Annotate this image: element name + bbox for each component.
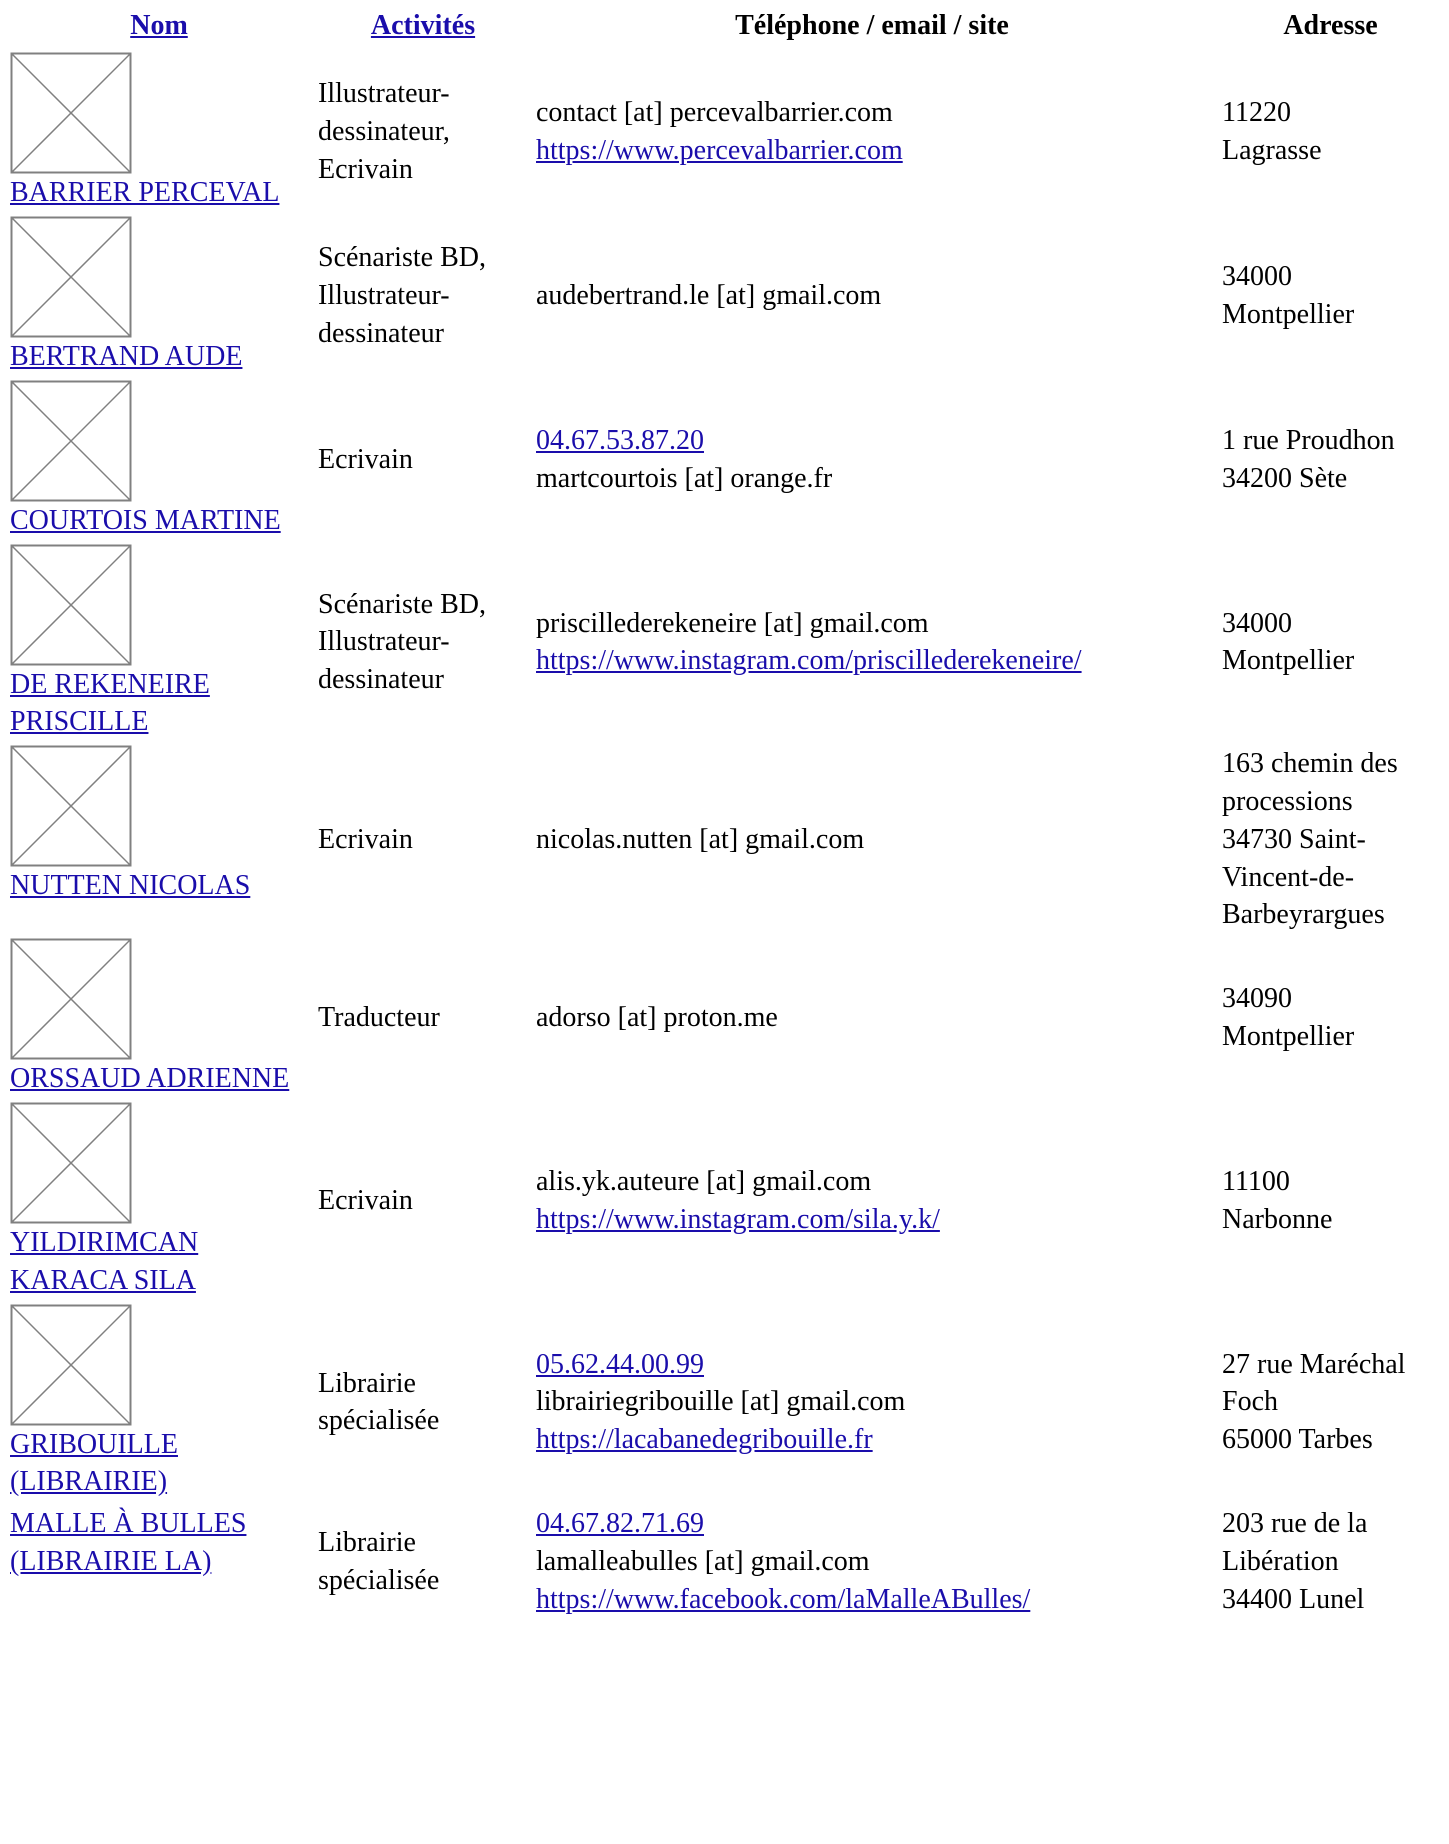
address-line-1: 34090	[1222, 983, 1292, 1015]
email-text: contact [at] percevalbarrier.com	[536, 97, 893, 129]
contact-cell	[532, 938, 1212, 1098]
table-row	[4, 52, 1445, 212]
address-line-1: 11100	[1222, 1165, 1290, 1197]
table-row	[4, 544, 1445, 742]
broken-image-icon[interactable]	[10, 380, 132, 502]
contact-cell	[532, 544, 1212, 742]
member-name-link[interactable]: BERTRAND AUDE	[10, 340, 243, 372]
broken-image-icon[interactable]	[10, 1102, 132, 1224]
header-row	[4, 4, 1445, 48]
address-line-2: 65000 Tarbes	[1222, 1424, 1373, 1456]
website-link[interactable]: https://www.facebook.com/laMalleABulles/	[536, 1583, 1031, 1615]
email-text: alis.yk.auteure [at] gmail.com	[536, 1165, 872, 1197]
phone-link[interactable]: 05.62.44.00.99	[536, 1348, 704, 1380]
address-line-1: 34000	[1222, 261, 1292, 293]
member-name-link[interactable]: MALLE À BULLES (LIBRAIRIE LA)	[10, 1508, 247, 1577]
header-activites	[318, 4, 528, 48]
activities-cell: Ecrivain	[318, 1184, 413, 1216]
member-name-link[interactable]: YILDIRIMCAN KARACA SILA	[10, 1226, 199, 1296]
sort-by-nom-link[interactable]: Nom	[130, 10, 188, 41]
broken-image-icon[interactable]	[10, 544, 132, 666]
table-row	[4, 938, 1445, 1098]
activities-cell: Librairie spécialisée	[318, 1527, 440, 1596]
address-line-1: 163 chemin des processions	[1222, 748, 1398, 817]
header-adresse: Adresse	[1283, 10, 1378, 41]
table-row	[4, 380, 1445, 540]
address-cell	[1216, 544, 1445, 742]
table-row	[4, 1304, 1445, 1502]
address-line-2: 34400 Lunel	[1222, 1583, 1365, 1615]
activities-cell: Ecrivain	[318, 443, 413, 475]
email-text: librairiegribouille [at] gmail.com	[536, 1386, 906, 1418]
name-cell	[4, 1505, 314, 1618]
address-cell	[1216, 1505, 1445, 1618]
header-nom	[4, 4, 314, 48]
address-cell	[1216, 1102, 1445, 1300]
member-name-link[interactable]: NUTTEN NICOLAS	[10, 870, 251, 902]
email-text: lamalleabulles [at] gmail.com	[536, 1545, 870, 1577]
name-cell	[4, 216, 314, 376]
address-line-2: Montpellier	[1222, 645, 1355, 677]
address-line-2: 34200 Sète	[1222, 462, 1348, 494]
table-row	[4, 745, 1445, 934]
sort-by-activites-link[interactable]: Activités	[370, 10, 476, 41]
member-name-link[interactable]: ORSSAUD ADRIENNE	[10, 1063, 290, 1095]
address-cell	[1216, 216, 1445, 376]
activities-cell: Illustrateur-dessinateur, Ecrivain	[318, 78, 450, 185]
name-cell	[4, 52, 314, 212]
table-row	[4, 1102, 1445, 1300]
broken-image-icon[interactable]	[10, 938, 132, 1060]
name-cell	[4, 380, 314, 540]
table-row	[4, 216, 1445, 376]
contact-cell	[532, 1505, 1212, 1618]
name-cell	[4, 544, 314, 742]
broken-image-icon[interactable]	[10, 52, 132, 174]
activities-cell: Traducteur	[318, 1002, 440, 1034]
address-line-2: Montpellier	[1222, 298, 1355, 330]
address-cell	[1216, 380, 1445, 540]
member-name-link[interactable]: DE REKENEIRE PRISCILLE	[10, 668, 210, 738]
contact-cell	[532, 1102, 1212, 1300]
activities-cell: Ecrivain	[318, 823, 413, 855]
broken-image-icon[interactable]	[10, 745, 132, 867]
address-cell	[1216, 52, 1445, 212]
address-line-2: 34730 Saint-Vincent-de-Barbeyrargues	[1222, 823, 1385, 931]
website-link[interactable]: https://www.percevalbarrier.com	[536, 135, 903, 167]
name-cell	[4, 1304, 314, 1502]
member-name-link[interactable]: COURTOIS MARTINE	[10, 504, 281, 536]
broken-image-icon[interactable]	[10, 216, 132, 338]
member-name-link[interactable]: GRIBOUILLE (LIBRAIRIE)	[10, 1428, 178, 1498]
email-text: audebertrand.le [at] gmail.com	[536, 279, 882, 311]
contact-cell	[532, 745, 1212, 934]
address-cell	[1216, 745, 1445, 934]
email-text: martcourtois [at] orange.fr	[536, 462, 833, 494]
name-cell	[4, 1102, 314, 1300]
address-line-1: 203 rue de la Libération	[1222, 1508, 1368, 1577]
website-link[interactable]: https://www.instagram.com/sila.y.k/	[536, 1203, 940, 1235]
address-cell	[1216, 938, 1445, 1098]
contact-cell	[532, 380, 1212, 540]
website-link[interactable]: https://lacabanedegribouille.fr	[536, 1424, 873, 1456]
email-text: nicolas.nutten [at] gmail.com	[536, 823, 865, 855]
member-name-link[interactable]: BARRIER PERCEVAL	[10, 177, 280, 209]
broken-image-icon[interactable]	[10, 1304, 132, 1426]
header-contact: Téléphone / email / site	[735, 10, 1009, 41]
contact-cell	[532, 216, 1212, 376]
address-line-1: 11220	[1222, 97, 1291, 129]
email-text: priscillederekeneire [at] gmail.com	[536, 607, 929, 639]
name-cell	[4, 938, 314, 1098]
address-line-2: Montpellier	[1222, 1021, 1355, 1053]
address-line-1: 34000	[1222, 607, 1292, 639]
email-text: adorso [at] proton.me	[536, 1002, 778, 1034]
address-line-2: Lagrasse	[1222, 135, 1322, 167]
address-cell	[1216, 1304, 1445, 1502]
phone-link[interactable]: 04.67.53.87.20	[536, 424, 704, 456]
website-link[interactable]: https://www.instagram.com/priscillederekeneire/	[536, 645, 1082, 677]
activities-cell: Librairie spécialisée	[318, 1367, 440, 1437]
phone-link[interactable]: 04.67.82.71.69	[536, 1508, 704, 1540]
address-line-1: 27 rue Maréchal Foch	[1222, 1348, 1406, 1418]
address-line-2: Narbonne	[1222, 1203, 1333, 1235]
table-row	[4, 1505, 1445, 1618]
contact-cell	[532, 52, 1212, 212]
activities-cell: Scénariste BD, Illustrateur-dessinateur	[318, 588, 486, 696]
name-cell	[4, 745, 314, 934]
contact-cell	[532, 1304, 1212, 1502]
activities-cell: Scénariste BD, Illustrateur-dessinateur	[318, 242, 486, 349]
address-line-1: 1 rue Proudhon	[1222, 424, 1395, 456]
